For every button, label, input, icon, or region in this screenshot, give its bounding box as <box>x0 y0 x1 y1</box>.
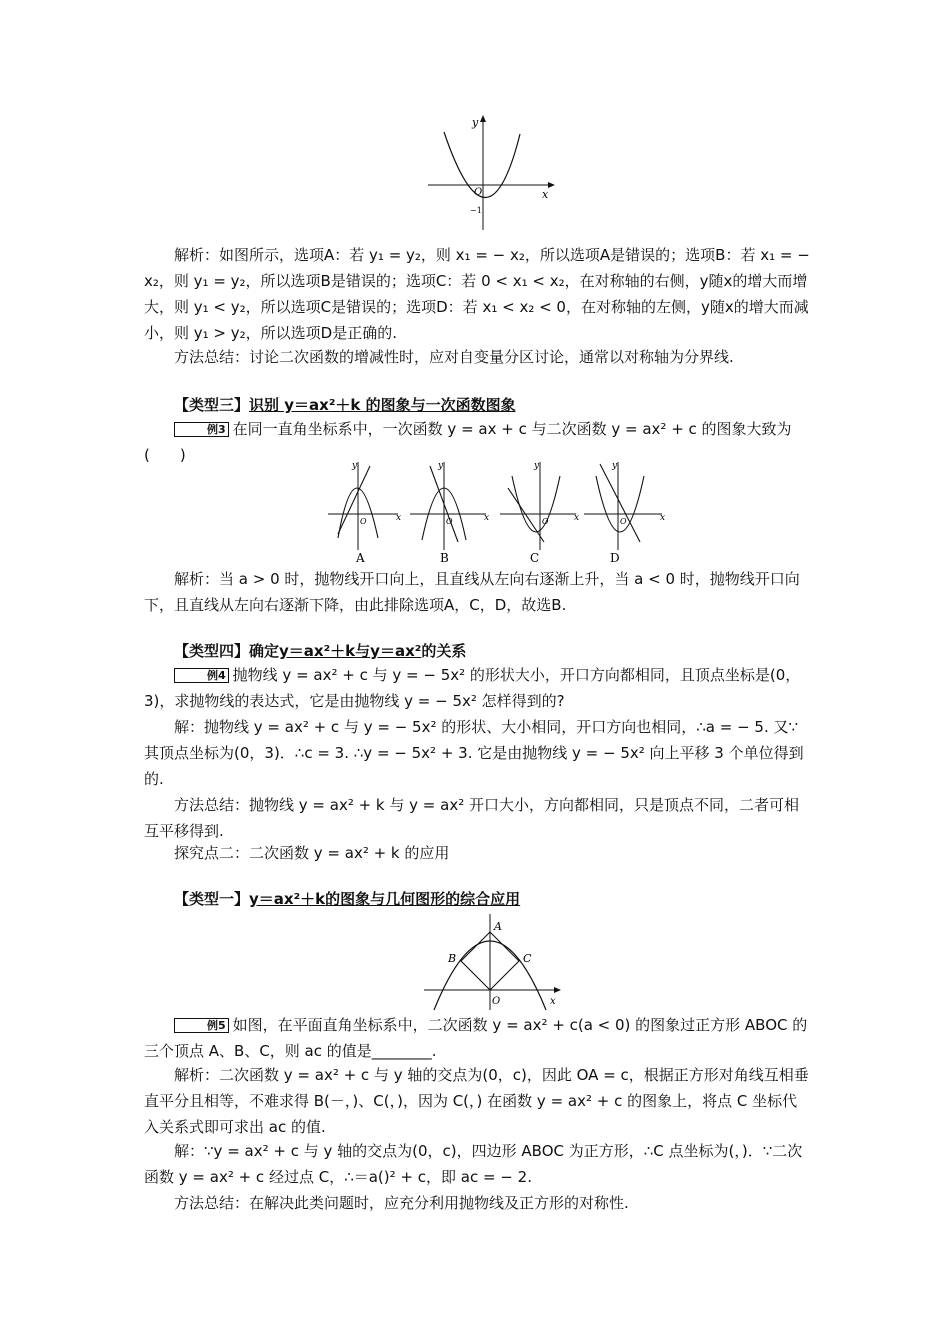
analysis-example5: 解析：二次函数 y = ax² + c 与 y 轴的交点为(0，c)，因此 OA = c，根据正方形对角线互相垂直平分且相等，不难求得 B(－，)、C(，)，因为 C(，) 在函数 y = ax² + c 的图象上，将点 C 坐标代入关系式即可求出 ac 的值. <box>144 1066 809 1136</box>
option-label-d: D <box>610 551 620 565</box>
option-d-o: O <box>620 517 627 526</box>
option-b-x: x <box>484 513 490 523</box>
option-d-x: x <box>660 513 666 523</box>
fig3-a: A <box>494 920 502 933</box>
option-label-c: C <box>530 551 540 565</box>
type3-heading <box>144 392 812 418</box>
method-summary-example5: 方法总结：在解决此类问题时，应充分利用抛物线及正方形的对称性. <box>174 1194 629 1212</box>
option-a-x: x <box>396 513 402 523</box>
example4 <box>144 662 812 714</box>
option-c-o: O <box>542 517 549 526</box>
option-a-graph <box>328 461 401 550</box>
method-summary-1: 方法总结：讨论二次函数的增减性时，应对自变量分区讨论，通常以对称轴为分界线. <box>174 348 734 366</box>
figure-parabola-1 <box>420 112 560 232</box>
option-b-graph <box>410 461 489 550</box>
option-a-y: y <box>352 461 358 471</box>
fig3-c: C <box>523 952 532 965</box>
type4-heading <box>144 638 812 664</box>
fig1-x: x <box>542 188 549 201</box>
analysis-paragraph-1: 解析：如图所示，选项A：若 y₁ = y₂，则 x₁ = − x₂，所以选项A是错误的；选项B：若 x₁ = − x₂，则 y₁ = y₂，所以选项B是错误的；选项C：若 0 < x₁ < x₂，在对称轴的右侧，y随x的增大而增大，则 y₁ < y₂，所以选项C是错误的；选项D：若 x₁ < x₂ < 0，在对称轴的左侧，y随x的增大而减小，则 y₁ > y₂，所以选项D是正确的. <box>144 246 810 342</box>
type4-title-a: y＝ax²＋k <box>279 642 356 660</box>
option-label-b: B <box>440 551 449 565</box>
fig3-x: x <box>550 996 556 1007</box>
type4-label: 【类型四】 <box>174 642 250 660</box>
type1-label: 【类型一】 <box>174 890 250 908</box>
example5 <box>144 1012 812 1064</box>
option-label-a: A <box>356 551 365 565</box>
figure-square-parabola <box>420 912 570 1012</box>
fig3-o: O <box>492 996 501 1007</box>
example4-text: 抛物线 y = ax² + c 与 y = − 5x² 的形状大小，开口方向都相同，且顶点坐标是(0，3)，求抛物线的表达式，它是由抛物线 y = − 5x² 怎样得到的? <box>144 666 801 710</box>
figure-options-abcd <box>326 458 666 578</box>
option-c-y: y <box>534 461 540 471</box>
type4-title-pre: 确定 <box>249 642 280 660</box>
option-b-o: O <box>446 517 453 526</box>
example4-badge: 例4 <box>174 668 229 683</box>
example5-badge: 例5 <box>174 1018 229 1033</box>
type4-title-b: y＝ax² <box>370 642 422 660</box>
fig1-y: y <box>472 116 479 129</box>
option-c-graph <box>500 461 579 550</box>
example5-text: 如图，在平面直角坐标系中，二次函数 y = ax² + c(a < 0) 的图象过正方形 ABOC 的三个顶点 A、B、C，则 ac 的值是________. <box>144 1016 808 1060</box>
solution-example5: 解：∵y = ax² + c 与 y 轴的交点为(0，c)，四边形 ABOC 为正方形，∴C 点坐标为(，)．∵二次函数 y = ax² + c 经过点 C，∴＝a()² + c，即 ac = − 2. <box>144 1142 803 1186</box>
option-d-graph <box>584 461 665 550</box>
type1-title-post: 的图象与几何图形的综合应用 <box>325 890 521 908</box>
type4-title-mid: 与 <box>355 642 371 660</box>
option-a-o: O <box>360 517 367 526</box>
example3-badge: 例3 <box>174 422 229 437</box>
fig1-neg1: −1 <box>470 206 482 215</box>
fig3-b: B <box>448 952 457 965</box>
option-b-y: y <box>438 461 444 471</box>
type1-title-a: y＝ax²＋k <box>249 890 326 908</box>
option-c-x: x <box>574 513 580 523</box>
explore-point-2: 探究点二：二次函数 y = ax² + k 的应用 <box>174 844 450 862</box>
solution-example4: 解：抛物线 y = ax² + c 与 y = − 5x² 的形状、大小相同，开口方向也相同，∴a = − 5. 又∵其顶点坐标为(0，3)．∴c = 3. ∴y = − 5x² + 3. 它是由抛物线 y = − 5x² 向上平移 3 个单位得到的. <box>144 718 804 788</box>
type3-label: 【类型三】 <box>174 396 250 414</box>
fig1-origin: O <box>474 187 483 198</box>
type3-title: 识别 y＝ax²＋k 的图象与一次函数图象 <box>249 396 516 414</box>
analysis-example3: 解析：当 a > 0 时，抛物线开口向上，且直线从左向右逐渐上升，当 a < 0 时，抛物线开口向下，且直线从左向右逐渐下降，由此排除选项A，C，D，故选B. <box>144 570 800 614</box>
type4-title-post: 的关系 <box>421 642 467 660</box>
option-d-y: y <box>612 461 618 471</box>
method-summary-example4: 方法总结：抛物线 y = ax² + k 与 y = ax² 开口大小，方向都相同，只是顶点不同，二者可相互平移得到. <box>144 796 799 840</box>
example3-text: 在同一直角坐标系中，一次函数 y = ax + c 与二次函数 y = ax² + c 的图象大致为( ) <box>144 420 792 464</box>
type1-heading <box>144 886 812 912</box>
